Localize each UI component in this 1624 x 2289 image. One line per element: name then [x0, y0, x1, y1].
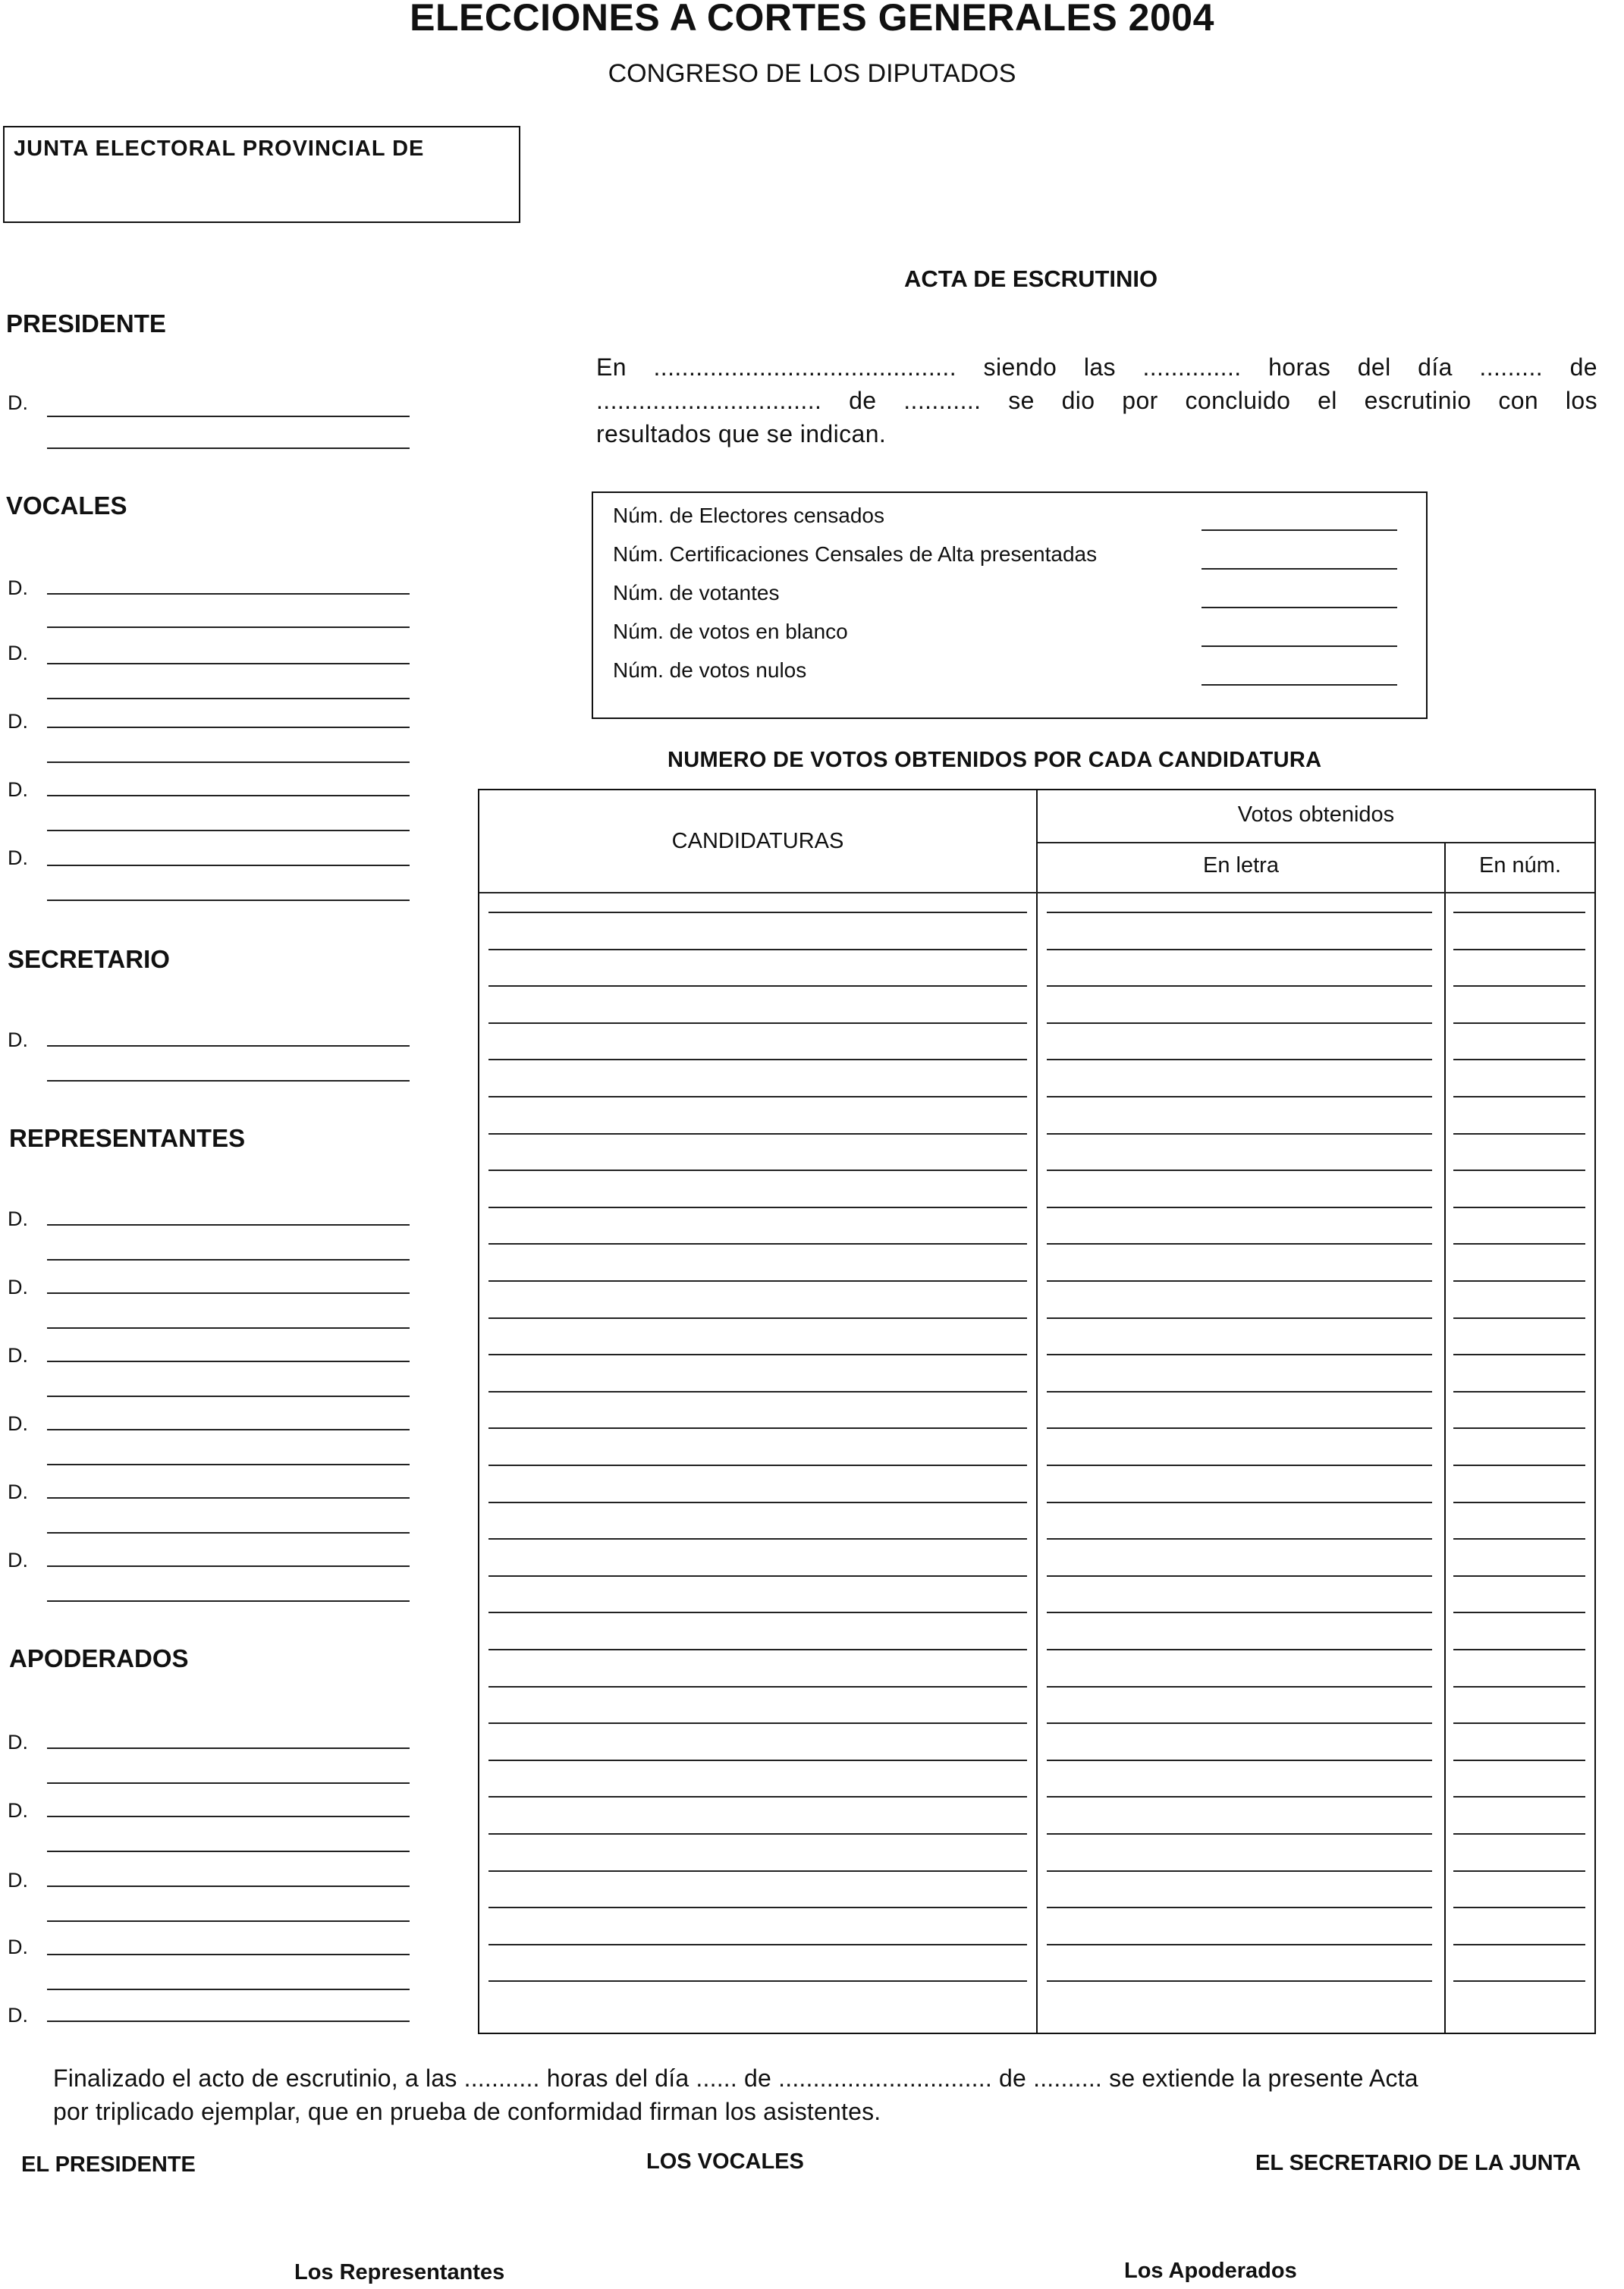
candidatura-line[interactable]: [488, 1280, 1027, 1282]
signature-line[interactable]: [47, 1782, 410, 1784]
votos-num-line[interactable]: [1453, 1465, 1585, 1466]
votos-letra-line[interactable]: [1047, 1317, 1432, 1319]
signature-line[interactable]: [47, 1497, 410, 1499]
form-subtitle: CONGRESO DE LOS DIPUTADOS: [608, 59, 1016, 88]
votos-letra-line[interactable]: [1047, 1133, 1432, 1135]
votos-letra-line[interactable]: [1047, 949, 1432, 950]
votos-letra-line[interactable]: [1047, 1944, 1432, 1945]
votos-letra-line[interactable]: [1047, 1059, 1432, 1060]
votos-letra-line[interactable]: [1047, 1170, 1432, 1171]
votos-letra-line[interactable]: [1047, 1207, 1432, 1208]
votos-num-line[interactable]: [1453, 1833, 1585, 1835]
candidatura-line[interactable]: [488, 1427, 1027, 1429]
signature-line[interactable]: [47, 727, 410, 728]
votos-num-line[interactable]: [1453, 1944, 1585, 1945]
closing-line: Finalizado el acto de escrutinio, a las ........... horas del día ...... de ............................... de .......... se extiende la presente Acta: [53, 2064, 1418, 2092]
signature-line[interactable]: [47, 416, 410, 417]
d-label: D.: [8, 1549, 28, 1572]
acta-intro: [596, 350, 1597, 451]
votos-num-line[interactable]: [1453, 1722, 1585, 1724]
signature-line[interactable]: [47, 1292, 410, 1294]
d-label: D.: [8, 1344, 28, 1367]
d-label: D.: [8, 710, 28, 733]
candidatura-line[interactable]: [488, 1833, 1027, 1835]
section-apoderados: APODERADOS: [9, 1644, 189, 1672]
closing-text: [53, 2061, 1600, 2128]
col-candidaturas-header: CANDIDATURAS: [671, 829, 844, 853]
signature-line[interactable]: [47, 1600, 410, 1602]
count-input-line[interactable]: [1202, 529, 1397, 531]
votos-letra-line[interactable]: [1047, 1760, 1432, 1761]
votos-letra-line[interactable]: [1047, 1686, 1432, 1688]
votos-letra-line[interactable]: [1047, 1391, 1432, 1393]
form-title: ELECCIONES A CORTES GENERALES 2004: [410, 0, 1214, 39]
votos-num-line[interactable]: [1453, 1391, 1585, 1393]
votos-letra-line[interactable]: [1047, 1722, 1432, 1724]
votos-letra-line[interactable]: [1047, 1907, 1432, 1908]
votos-num-line[interactable]: [1453, 1427, 1585, 1429]
votos-letra-line[interactable]: [1047, 1870, 1432, 1872]
col-votos-header: Votos obtenidos: [1237, 802, 1395, 827]
signature-apoderados: Los Apoderados: [1124, 2259, 1297, 2283]
signature-line[interactable]: [47, 1259, 410, 1261]
d-label: D.: [8, 846, 28, 869]
acta-title: ACTA DE ESCRUTINIO: [904, 265, 1158, 292]
votos-letra-line[interactable]: [1047, 1502, 1432, 1503]
candidatura-line[interactable]: [488, 1022, 1027, 1024]
section-representantes: REPRESENTANTES: [9, 1124, 246, 1152]
signature-line[interactable]: [47, 1045, 410, 1047]
header-divider: [479, 892, 1594, 893]
signature-line[interactable]: [47, 1851, 410, 1852]
votos-num-line[interactable]: [1453, 1280, 1585, 1282]
junta-label: JUNTA ELECTORAL PROVINCIAL DE: [14, 137, 425, 161]
d-label: D.: [8, 1276, 28, 1298]
candidatura-line[interactable]: [488, 1538, 1027, 1540]
candidatura-line[interactable]: [488, 1796, 1027, 1798]
votos-num-line[interactable]: [1453, 1649, 1585, 1650]
count-label: Núm. de votos en blanco: [613, 620, 848, 643]
votos-num-line[interactable]: [1453, 1243, 1585, 1245]
col-letra-header: En letra: [1203, 853, 1279, 878]
signature-line[interactable]: [47, 1327, 410, 1329]
count-input-line[interactable]: [1202, 645, 1397, 647]
signature-line[interactable]: [47, 1989, 410, 1990]
votos-num-line[interactable]: [1453, 1760, 1585, 1761]
candidatura-line[interactable]: [488, 912, 1027, 913]
candidatura-line[interactable]: [488, 1133, 1027, 1135]
d-label: D.: [8, 1799, 28, 1822]
votos-letra-line[interactable]: [1047, 1612, 1432, 1613]
candidatura-line[interactable]: [488, 1870, 1027, 1872]
votos-num-line[interactable]: [1453, 1980, 1585, 1982]
votos-num-line[interactable]: [1453, 1796, 1585, 1798]
count-label: Núm. de votantes: [613, 581, 780, 604]
votos-letra-line[interactable]: [1047, 912, 1432, 913]
column-divider: [1444, 843, 1446, 2033]
candidatura-line[interactable]: [488, 1059, 1027, 1060]
votos-num-line[interactable]: [1453, 1133, 1585, 1135]
votos-num-line[interactable]: [1453, 1059, 1585, 1060]
signature-line[interactable]: [47, 1532, 410, 1534]
d-label: D.: [8, 391, 28, 414]
candidatura-line[interactable]: [488, 1575, 1027, 1577]
header-divider: [1038, 842, 1594, 843]
votos-letra-line[interactable]: [1047, 1796, 1432, 1798]
signature-line[interactable]: [47, 698, 410, 699]
votos-letra-line[interactable]: [1047, 1022, 1432, 1024]
votos-num-line[interactable]: [1453, 949, 1585, 950]
candidatura-line[interactable]: [488, 1170, 1027, 1171]
signature-line[interactable]: [47, 761, 410, 763]
votos-num-line[interactable]: [1453, 1686, 1585, 1688]
col-num-header: En núm.: [1479, 853, 1561, 878]
count-input-line[interactable]: [1202, 684, 1397, 686]
votos-letra-line[interactable]: [1047, 1096, 1432, 1097]
signature-line[interactable]: [47, 900, 410, 901]
acta-intro-line: En ........................................... siendo las .............. horas del día ......... de: [596, 353, 1597, 381]
signature-line[interactable]: [47, 1565, 410, 1567]
votos-num-line[interactable]: [1453, 1502, 1585, 1503]
candidatura-line[interactable]: [488, 1502, 1027, 1503]
votos-num-line[interactable]: [1453, 1612, 1585, 1613]
candidatura-line[interactable]: [488, 1465, 1027, 1466]
column-divider: [1036, 790, 1038, 2033]
candidatura-line[interactable]: [488, 1243, 1027, 1245]
d-label: D.: [8, 2004, 28, 2027]
signature-line[interactable]: [47, 1886, 410, 1887]
votos-num-line[interactable]: [1453, 1354, 1585, 1355]
closing-line: por triplicado ejemplar, que en prueba de conformidad firman los asistentes.: [53, 2098, 881, 2125]
votos-letra-line[interactable]: [1047, 1280, 1432, 1282]
votos-letra-line[interactable]: [1047, 1980, 1432, 1982]
signature-line[interactable]: [47, 830, 410, 831]
d-label: D.: [8, 642, 28, 664]
votos-num-line[interactable]: [1453, 1538, 1585, 1540]
d-label: D.: [8, 1028, 28, 1051]
candidatura-line[interactable]: [488, 1686, 1027, 1688]
d-label: D.: [8, 1869, 28, 1892]
signature-line[interactable]: [47, 1396, 410, 1397]
signature-line[interactable]: [47, 1080, 410, 1082]
votos-letra-line[interactable]: [1047, 1427, 1432, 1429]
candidatura-line[interactable]: [488, 949, 1027, 950]
signature-line[interactable]: [47, 447, 410, 449]
signature-secretario: EL SECRETARIO DE LA JUNTA: [1255, 2151, 1582, 2175]
signature-line[interactable]: [47, 795, 410, 796]
signature-line[interactable]: [47, 1224, 410, 1226]
votos-letra-line[interactable]: [1047, 1243, 1432, 1245]
signature-line[interactable]: [47, 1920, 410, 1922]
votos-num-line[interactable]: [1453, 1170, 1585, 1171]
candidatura-line[interactable]: [488, 1722, 1027, 1724]
signature-line[interactable]: [47, 663, 410, 664]
d-label: D.: [8, 1731, 28, 1754]
signature-line[interactable]: [47, 865, 410, 866]
votos-letra-line[interactable]: [1047, 1833, 1432, 1835]
d-label: D.: [8, 1207, 28, 1230]
candidatura-line[interactable]: [488, 1317, 1027, 1319]
candidatura-line[interactable]: [488, 1612, 1027, 1613]
count-label: Núm. Certificaciones Censales de Alta presentadas: [613, 542, 1098, 566]
candidatura-line[interactable]: [488, 1907, 1027, 1908]
signature-line[interactable]: [47, 1361, 410, 1362]
signature-line[interactable]: [47, 1954, 410, 1955]
signature-line[interactable]: [47, 1816, 410, 1817]
signature-line[interactable]: [47, 1429, 410, 1430]
votos-num-line[interactable]: [1453, 912, 1585, 913]
count-input-line[interactable]: [1202, 568, 1397, 570]
signature-line[interactable]: [47, 626, 410, 628]
d-label: D.: [8, 778, 28, 801]
candidatura-line[interactable]: [488, 1944, 1027, 1945]
votos-letra-line[interactable]: [1047, 985, 1432, 987]
section-vocales: VOCALES: [6, 491, 127, 520]
votos-num-line[interactable]: [1453, 1022, 1585, 1024]
candidatura-line[interactable]: [488, 1980, 1027, 1982]
votes-table-title: NUMERO DE VOTOS OBTENIDOS POR CADA CANDIDATURA: [668, 748, 1322, 772]
candidatura-line[interactable]: [488, 1760, 1027, 1761]
section-secretario: SECRETARIO: [8, 945, 170, 973]
candidatura-line[interactable]: [488, 985, 1027, 987]
signature-representantes: Los Representantes: [294, 2260, 505, 2284]
candidatura-line[interactable]: [488, 1354, 1027, 1355]
d-label: D.: [8, 1936, 28, 1958]
votos-num-line[interactable]: [1453, 985, 1585, 987]
votos-letra-line[interactable]: [1047, 1649, 1432, 1650]
signature-line[interactable]: [47, 2021, 410, 2022]
votos-num-line[interactable]: [1453, 1575, 1585, 1577]
d-label: D.: [8, 1480, 28, 1503]
count-label: Núm. de votos nulos: [613, 658, 807, 682]
candidatura-line[interactable]: [488, 1391, 1027, 1393]
signature-line[interactable]: [47, 593, 410, 595]
d-label: D.: [8, 1412, 28, 1435]
candidatura-line[interactable]: [488, 1207, 1027, 1208]
votos-letra-line[interactable]: [1047, 1575, 1432, 1577]
count-input-line[interactable]: [1202, 607, 1397, 608]
candidatura-line[interactable]: [488, 1096, 1027, 1097]
candidatura-line[interactable]: [488, 1649, 1027, 1650]
acta-intro-line: resultados que se indican.: [596, 420, 887, 447]
votos-num-line[interactable]: [1453, 1907, 1585, 1908]
votos-num-line[interactable]: [1453, 1096, 1585, 1097]
signature-line[interactable]: [47, 1747, 410, 1749]
votos-num-line[interactable]: [1453, 1317, 1585, 1319]
acta-intro-line: ................................ de ........... se dio por concluido el escrutinio con los: [596, 387, 1597, 414]
signature-presidente: EL PRESIDENTE: [21, 2152, 196, 2177]
votos-letra-line[interactable]: [1047, 1538, 1432, 1540]
count-label: Núm. de Electores censados: [613, 504, 884, 527]
d-label: D.: [8, 576, 28, 599]
section-presidente: PRESIDENTE: [6, 309, 166, 338]
signature-vocales: LOS VOCALES: [646, 2149, 804, 2174]
signature-line[interactable]: [47, 1464, 410, 1465]
votos-letra-line[interactable]: [1047, 1465, 1432, 1466]
votos-letra-line[interactable]: [1047, 1354, 1432, 1355]
votos-num-line[interactable]: [1453, 1870, 1585, 1872]
votos-num-line[interactable]: [1453, 1207, 1585, 1208]
